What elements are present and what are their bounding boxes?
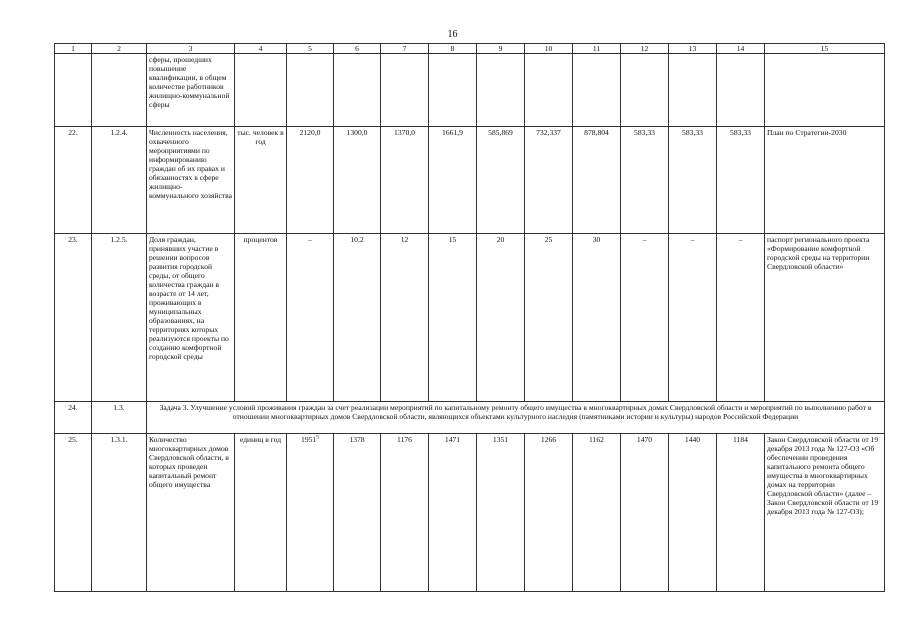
cell-indicator-name: Доля граждан, принявших участие в решении вопросов развития городской среды, от общего количества граждан в возрасте от 14 лет, проживающих в муниципальных образованиях, на территориях которых реализуются проекты по созданию комфортной городской среды [147, 234, 235, 402]
column-number: 2 [92, 44, 147, 54]
column-number: 9 [477, 44, 525, 54]
cell-value: 1300,0 [334, 127, 381, 234]
column-number: 4 [235, 44, 287, 54]
footnote-marker: 5 [316, 434, 319, 441]
column-number-row [55, 44, 885, 54]
cell-value: 10,2 [334, 234, 381, 402]
cell-value: 583,33 [717, 127, 765, 234]
cell-source: паспорт регионального проекта «Формирование комфортной городской среды на территории Свердловской области» [765, 234, 885, 402]
table-row-continuation [55, 54, 885, 127]
cell-value: 878,804 [573, 127, 621, 234]
cell-value: – [287, 234, 334, 402]
cell-code: 1.2.5. [92, 234, 147, 402]
cell-value: 30 [573, 234, 621, 402]
cell-code: 1.3.1. [92, 434, 147, 592]
cell-indicator-name: Численность населения, охваченного мероприятиями по информированию граждан об их правах и обязанностях в сфере жилищно-коммунального хозяйства [147, 127, 235, 234]
column-number: 5 [287, 44, 334, 54]
cell-value: 732,337 [525, 127, 573, 234]
indicators-table [54, 43, 885, 592]
cell-value: 1471 [429, 434, 477, 592]
cell-value [573, 54, 621, 127]
cell-value: 1266 [525, 434, 573, 592]
cell-value [287, 434, 334, 592]
cell-code: 1.3. [92, 402, 147, 434]
cell-value [669, 54, 717, 127]
cell-value [429, 54, 477, 127]
page-number: 16 [447, 29, 458, 40]
cell-value: 1661,9 [429, 127, 477, 234]
cell-value: 1176 [381, 434, 429, 592]
cell-value [621, 54, 669, 127]
cell-value: – [669, 234, 717, 402]
cell-code: 1.2.4. [92, 127, 147, 234]
cell-value [334, 54, 381, 127]
cell-value: 1370,0 [381, 127, 429, 234]
cell-row-number: 24. [55, 402, 92, 434]
cell-unit [235, 54, 287, 127]
cell-value: 1378 [334, 434, 381, 592]
column-number: 15 [765, 44, 885, 54]
cell-row-number: 22. [55, 127, 92, 234]
column-number: 1 [55, 44, 92, 54]
task-description: Задача 3. Улучшение условий проживания граждан за счет реализации мероприятий по капитальному ремонту общего имущества в многоквартирных домах Свердловской области и мероприятий по выполнению работ в отношении многоквартирных домов Свердловской области, являющихся объектами культурного наследия (памятниками истории и культуры) народов Российской Федерации [147, 402, 885, 434]
cell-source [765, 54, 885, 127]
cell-value: – [621, 234, 669, 402]
cell-value: 583,33 [621, 127, 669, 234]
cell-value: 2120,0 [287, 127, 334, 234]
cell-value: 1162 [573, 434, 621, 592]
cell-code [92, 54, 147, 127]
column-number: 12 [621, 44, 669, 54]
column-number: 11 [573, 44, 621, 54]
column-number: 13 [669, 44, 717, 54]
cell-row-number: 25. [55, 434, 92, 592]
cell-source: План по Стратегии-2030 [765, 127, 885, 234]
column-number: 7 [381, 44, 429, 54]
table-row-task [55, 402, 885, 434]
column-number: 3 [147, 44, 235, 54]
cell-value: 1351 [477, 434, 525, 592]
cell-value: 20 [477, 234, 525, 402]
cell-source: Закон Свердловской области от 19 декабря 2013 года № 127-ОЗ «Об обеспечении проведения капитального ремонта общего имущества в многоквартирных домах на территории Свердловской области» (далее – Закон Свердловской области от 19 декабря 2013 года № 127-ОЗ); [765, 434, 885, 592]
cell-value: 585,869 [477, 127, 525, 234]
table-row [55, 234, 885, 402]
column-number: 14 [717, 44, 765, 54]
cell-value: 25 [525, 234, 573, 402]
cell-value [525, 54, 573, 127]
column-number: 8 [429, 44, 477, 54]
cell-value [477, 54, 525, 127]
cell-value [717, 54, 765, 127]
cell-value: 12 [381, 234, 429, 402]
cell-value: 583,33 [669, 127, 717, 234]
cell-value-text: 1951 [301, 435, 317, 444]
table-row [55, 127, 885, 234]
cell-value [287, 54, 334, 127]
cell-row-number [55, 54, 92, 127]
cell-value: 1184 [717, 434, 765, 592]
cell-value: – [717, 234, 765, 402]
column-number: 10 [525, 44, 573, 54]
table-row [55, 434, 885, 592]
cell-unit: тыс. человек в год [235, 127, 287, 234]
cell-value: 1470 [621, 434, 669, 592]
cell-value: 15 [429, 234, 477, 402]
cell-indicator-name: сферы, прошедших повышение квалификации, в общем количестве работников жилищно-коммунальной сферы [147, 54, 235, 127]
cell-indicator-name: Количество многоквартирных домов Свердловской области, в которых проведен капитальный ремонт общего имущества [147, 434, 235, 592]
cell-value [381, 54, 429, 127]
cell-value: 1440 [669, 434, 717, 592]
column-number: 6 [334, 44, 381, 54]
cell-unit: процентов [235, 234, 287, 402]
cell-unit: единиц в год [235, 434, 287, 592]
cell-row-number: 23. [55, 234, 92, 402]
